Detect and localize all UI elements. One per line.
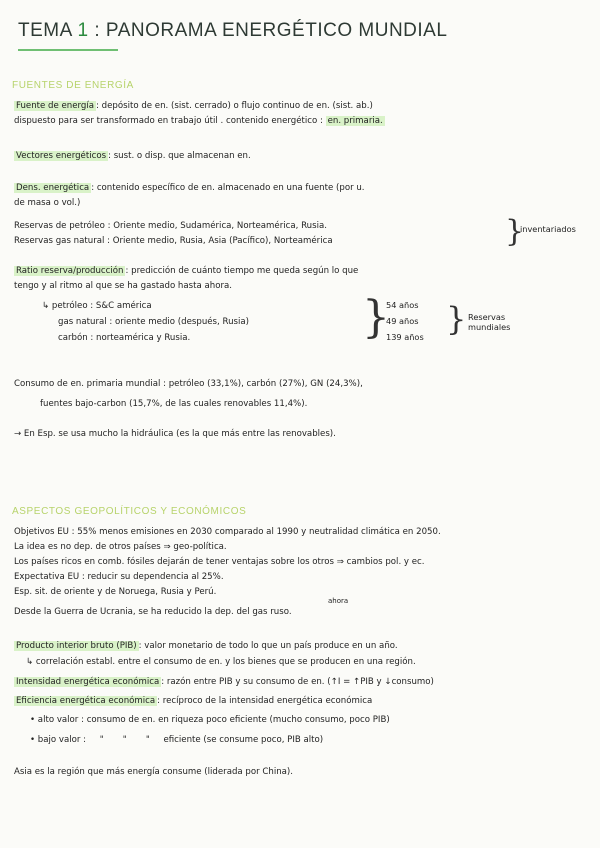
note-line: carbón : norteamérica y Rusia.: [58, 333, 191, 343]
term-en-primaria: en. primaria.: [327, 116, 383, 126]
note-line: ↳ petróleo : S&C américa: [42, 301, 152, 311]
term-ratio: Ratio reserva/producción: [16, 266, 124, 276]
list-item: • bajo valor : " " " eficiente (se consume poco, PIB alto): [30, 735, 324, 745]
note-line: Reservas gas natural : Oriente medio, Rusia, Asia (Pacífico), Norteamérica: [14, 236, 333, 246]
note-line: La idea es no dep. de otros países ⇒ geo-política.: [14, 542, 227, 552]
years-petroleo: 54 años: [386, 300, 419, 310]
section-aspectos: ASPECTOS GEOPOLÍTICOS Y ECONÓMICOS: [12, 506, 247, 517]
note-line: Los países ricos en comb. fósiles dejarán de tener ventajas sobre los otros ⇒ cambios pol. y ec.: [14, 557, 425, 567]
definition: dispuesto para ser transformado en trabajo útil . contenido energético :: [14, 116, 323, 126]
definition: : predicción de cuánto tiempo me queda según lo que: [125, 266, 359, 276]
title-prefix: TEMA: [18, 20, 72, 41]
term-fuente: Fuente de energía: [16, 101, 95, 111]
section-fuentes: FUENTES DE ENERGÍA: [12, 80, 134, 91]
brace-ratio: }: [362, 292, 390, 343]
term-eficiencia: Eficiencia energética económica: [16, 696, 156, 706]
list-item: • alto valor : consumo de en. en riqueza poco eficiente (mucho consumo, poco PIB): [30, 715, 390, 725]
brace-reservas: }: [505, 214, 525, 249]
note-line: Expectativa EU : reducir su dependencia al 25%.: [14, 572, 224, 582]
page-title: [18, 20, 488, 42]
note-line: [14, 150, 594, 162]
note-line: Esp. sit. de oriente y de Noruega, Rusia y Perú.: [14, 587, 217, 597]
definition: : recíproco de la intensidad energética económica: [157, 696, 373, 706]
note-line: fuentes bajo-carbon (15,7%, de las cuales renovables 11,4%).: [40, 399, 308, 409]
note-line: tengo y al ritmo al que se ha gastado hasta ahora.: [14, 281, 232, 291]
term-densidad: Dens. energética: [16, 183, 90, 193]
years-gas: 49 años: [386, 316, 419, 326]
definition: : contenido específico de en. almacenado en una fuente (por u.: [91, 183, 365, 193]
title-underline: [18, 49, 118, 51]
term-vectores: Vectores energéticos: [16, 151, 107, 161]
note-line: Asia es la región que más energía consume (liderada por China).: [14, 767, 294, 777]
note-line: Reservas de petróleo : Oriente medio, Sudamérica, Norteamérica, Rusia.: [14, 221, 327, 231]
note-line: [14, 640, 594, 652]
note-line: [14, 265, 594, 277]
note-line: de masa o vol.): [14, 198, 81, 208]
term-pib: Producto interior bruto (PIB): [16, 641, 137, 651]
definition: : depósito de en. (sist. cerrado) o flujo continuo de en. (sist. ab.): [96, 101, 373, 111]
note-line: Consumo de en. primaria mundial : petróleo (33,1%), carbón (27%), GN (24,3%),: [14, 379, 363, 389]
definition: : valor monetario de todo lo que un país produce en un año.: [138, 641, 398, 651]
note-line: ↳ correlación establ. entre el consumo de en. y los bienes que se producen en una región.: [26, 657, 416, 667]
note-line: [14, 100, 594, 112]
note-line: → En Esp. se usa mucho la hidráulica (es la que más entre las renovables).: [14, 429, 336, 439]
note-line: Objetivos EU : 55% menos emisiones en 2030 comparado al 1990 y neutralidad climática en 2050.: [14, 527, 441, 537]
term-intensidad: Intensidad energética económica: [16, 677, 160, 687]
note-line: [14, 115, 594, 127]
note-line: Desde la Guerra de Ucrania, se ha reducido la dep. del gas ruso.: [14, 607, 292, 617]
note-line: [14, 695, 594, 707]
annotation-ahora: ahora: [328, 597, 349, 605]
note-line: [14, 676, 594, 688]
label-inventariados: inventariados: [520, 224, 576, 234]
years-carbon: 139 años: [386, 332, 424, 342]
title-number: 1: [77, 20, 89, 41]
note-line: gas natural : oriente medio (después, Rusia): [58, 317, 250, 327]
brace-years: }: [446, 300, 467, 338]
note-line: [14, 182, 594, 194]
label-reservas-mundiales: Reservas mundiales: [468, 312, 511, 332]
title-text: : PANORAMA ENERGÉTICO MUNDIAL: [94, 20, 448, 41]
definition: : sust. o disp. que almacenan en.: [108, 151, 251, 161]
definition: : razón entre PIB y su consumo de en. (↑I = ↑PIB y ↓consumo): [161, 677, 434, 687]
